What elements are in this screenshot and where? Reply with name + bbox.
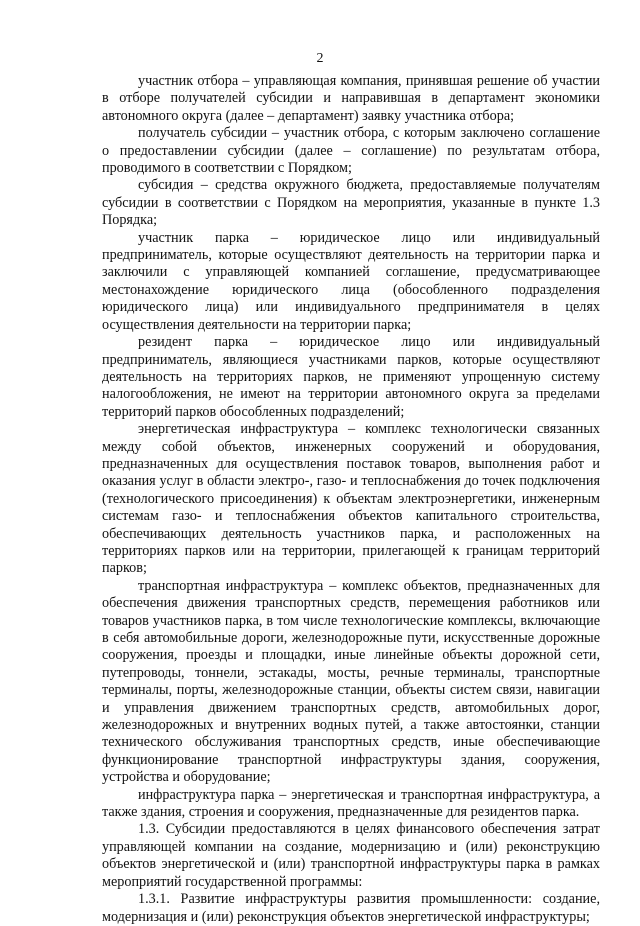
paragraph-definition-selection-participant: участник отбора – управляющая компания, принявшая решение об участии в отборе получателей субсидии и направившая в департамент экономики автономного округа (далее – департамент) заявку участника отбора; xyxy=(102,73,600,124)
paragraph-definition-energy-infrastructure: энергетическая инфраструктура – комплекс технологически связанных между собой объектов, инженерных сооружений и оборудования, предназначенных для осуществления поставок товаров, выполнения работ и оказания услуг в области электро-, газо- и теплоснабжения до точек подключения (технологического присоединения) к объектам электроэнергетики, инженерным системам газо- и теплоснабжения объектов капитального строительства, обеспечивающих деятельность участников парка, и расположенных на территориях парков или на территории, прилегающей к границам территорий парков; xyxy=(102,421,600,577)
page-number: 2 xyxy=(316,51,324,66)
paragraph-definition-subsidy-recipient: получатель субсидии – участник отбора, с которым заключено соглашение о предоставлении субсидии (далее – соглашение) по результатам отбора, проводимого в соответствии с Порядком; xyxy=(102,125,600,177)
paragraph-definition-park-infrastructure: инфраструктура парка – энергетическая и транспортная инфраструктура, а также здания, строения и сооружения, предназначенные для резидентов парка. xyxy=(102,786,600,821)
paragraph-definition-park-participant: участник парка – юридическое лицо или индивидуальный предприниматель, которые осуществляют деятельность на территории парка и заключили с управляющей компанией соглашение, предусматривающее местонахождение юридического лица (обособленного подразделения юридического лица) или индивидуального предпринимателя в целях осуществления деятельности на территории парка; xyxy=(102,229,600,333)
paragraph-definition-park-resident: резидент парка – юридическое лицо или индивидуальный предприниматель, являющиеся участниками парков, которые осуществляют деятельность на территориях парков, не применяют упрощенную систему налогообложения, не имеют на территории автономного округа за пределами территорий парков обособленных подразделений; xyxy=(102,334,600,420)
document-body xyxy=(102,73,600,926)
paragraph-definition-subsidy: субсидия – средства окружного бюджета, предоставляемые получателям субсидии в соответствии с Порядком на мероприятия, указанные в пункте 1.3 Порядка; xyxy=(102,177,600,229)
paragraph-clause-1-3-1: 1.3.1. Развитие инфраструктуры развития промышленности: создание, модернизация и (или) реконструкция объектов энергетической инфраструктуры; xyxy=(102,891,600,925)
paragraph-definition-transport-infrastructure: транспортная инфраструктура – комплекс объектов, предназначенных для обеспечения движения транспортных средств, перемещения работников или товаров участников парка, в том числе технологические комплексы, включающие в себя автомобильные дороги, железнодорожные пути, искусственные дорожные сооружения, проезды и площадки, иные линейные объекты дорожной сети, путепроводы, тоннели, эстакады, мосты, речные терминалы, транспортные терминалы, порты, железнодорожные станции, объекты систем связи, навигации и управления движением транспортных средств, автомобильных дорог, железнодорожных и внутренних водных путей, а также автостоянки, станции технического обслуживания транспортных средств, иные обеспечивающие функционирование транспортной инфраструктуры здания, сооружения, устройства и оборудование; xyxy=(102,577,600,786)
paragraph-clause-1-3: 1.3. Субсидии предоставляются в целях финансового обеспечения затрат управляющей компании на создание, модернизацию и (или) реконструкцию объектов энергетической и (или) транспортной инфраструктуры парка в рамках мероприятий государственной программы: xyxy=(102,821,600,890)
